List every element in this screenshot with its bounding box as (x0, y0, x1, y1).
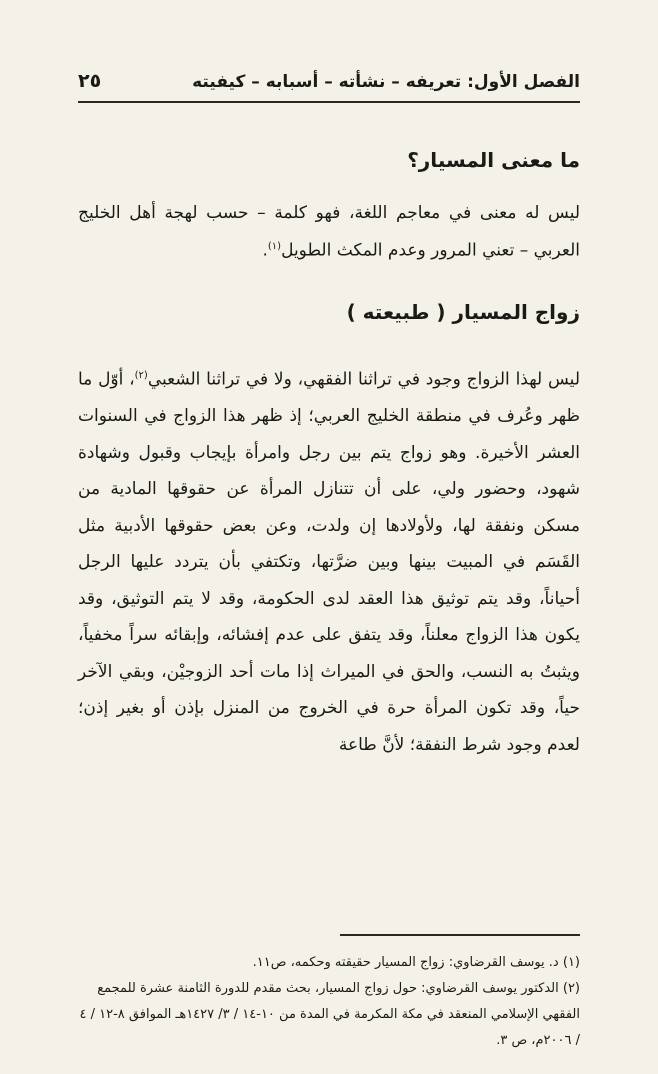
paragraph-meaning: ليس له معنى في معاجم اللغة، فهو كلمة – حسب لهجة أهل الخليج العربي – تعني المرور وعدم المكث الطويل$^{(١)}$. (78, 203, 580, 261)
paragraph-nature-rest: ، أوّل ما ظهر وعُرف في منطقة الخليج العربي؛ إذ ظهر هذا الزواج في السنوات العشر الأخيرة. وهو زواج يتم بين رجل وامرأة بإيجاب وقبول وشهادة شهود، وحضور ولي، على أن تتنازل المرأة عن حقوقها المادية من مسكن ونفقة لها، ولأولادها إن ولدت، وعن بعض حقوقها الأدبية مثل القَسَم في المبيت بينها وبين ضرَّتها، وتكتفي بأن يتردد عليها الرجل أحياناً، وقد يتم توثيق هذا العقد لدى الحكومة، وقد لا يتم التوثيق، وقد يكون هذا الزواج معلناً، وقد يتفق على عدم إفشائه، وإبقائه سراً مخفياً، ويثبتُ به النسب، والحق في الميراث إذا مات أحد الزوجيْن، وبقي الآخر حياً، وقد تكون المرأة حرة في الخروج من المنزل بإذن أو بغير إذن؛ لعدم وجود شرط النفقة؛ لأنَّ طاعة (78, 369, 580, 755)
paragraph-nature-start: ليس لهذا الزواج وجود في تراثنا الفقهي، ولا في تراثنا الشعبي (147, 369, 580, 390)
footnote-ref-1: (١) (267, 241, 282, 252)
footnote-rule (340, 934, 580, 936)
footnote-ref-2: (٢) (134, 370, 148, 381)
section-heading-nature: زواج المسيار ( طبيعته ) (346, 300, 580, 324)
paragraph-nature (78, 358, 580, 763)
footnotes (78, 950, 580, 1054)
footnote-2: (٢) الدكتور يوسف القرضاوي: حول زواج المسيار، بحث مقدم للدورة الثامنة عشرة للمجمع الفقهي الإسلامي المنعقد في مكة المكرمة في المدة من ١٠-١٤ / ٣/ ١٤٢٧هـ الموافق ٨-١٢ / ٤ / ٢٠٠٦م، ص ٣. (79, 981, 580, 1048)
header-rule (78, 101, 580, 103)
running-header (78, 70, 580, 92)
chapter-title: الفصل الأول: تعريفه – نشأته – أسبابه – كيفيته (192, 72, 580, 92)
section-heading-meaning: ما معنى المسيار؟ (407, 148, 580, 172)
footnote-1: (١) د. يوسف القرضاوي: زواج المسيار حقيقته وحكمه، ص١١. (252, 955, 580, 970)
page-number: ٢٥ (78, 70, 102, 92)
paragraph-meaning-text: ليس له معنى في معاجم اللغة، فهو كلمة – حسب لهجة أهل الخليج العربي – تعني المرور وعدم المكث الطويل (78, 203, 580, 261)
